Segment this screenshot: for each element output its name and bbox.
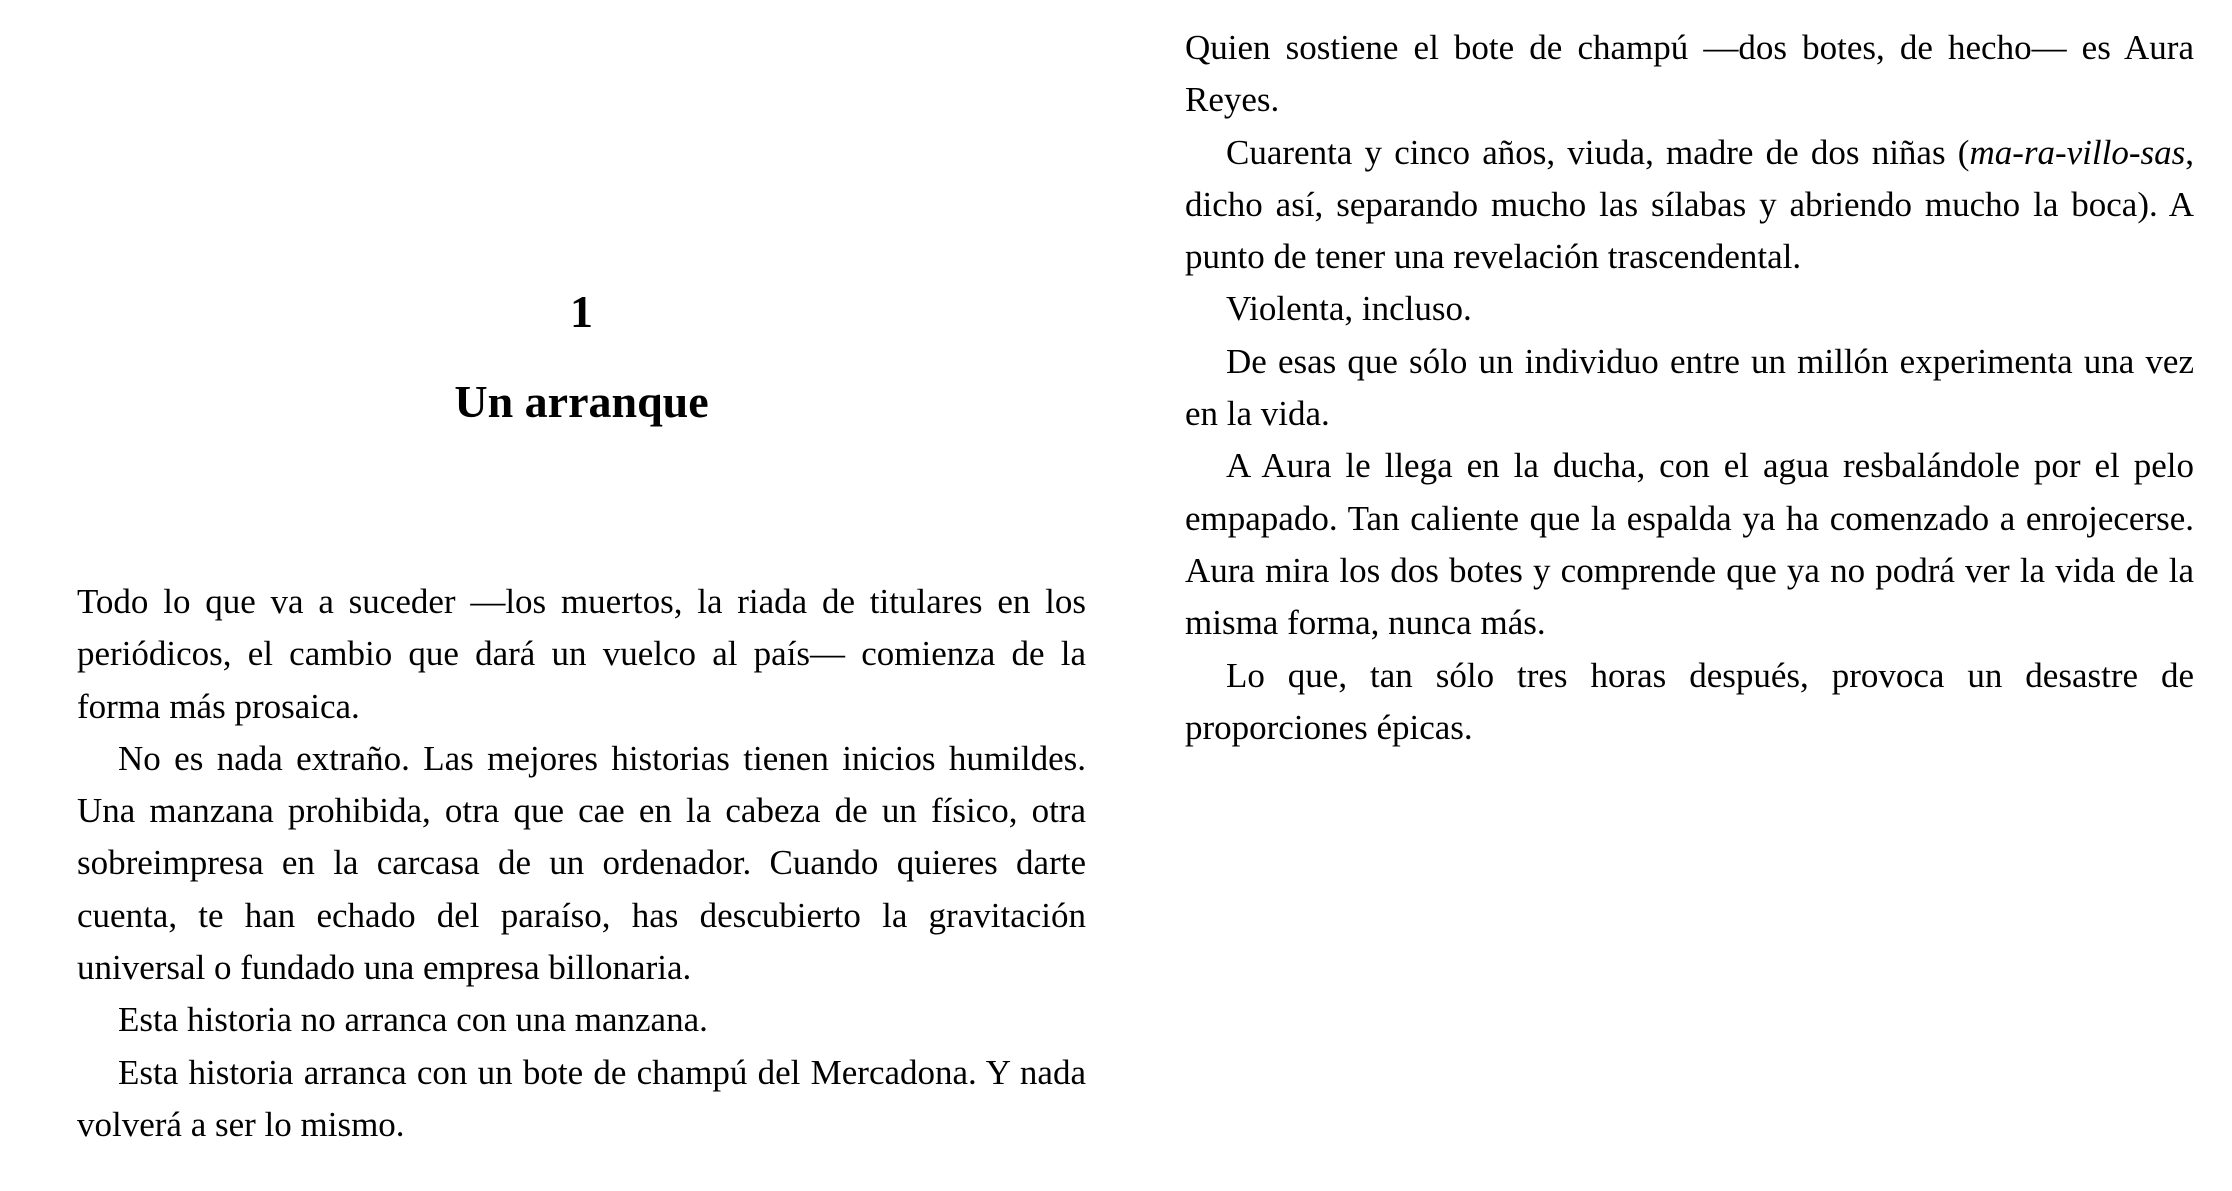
- left-page-body: [77, 576, 1086, 1151]
- paragraph: Violenta, incluso.: [1226, 289, 1472, 329]
- paragraph: Lo que, tan sólo tres horas después, provoca un desastre de proporciones épicas.: [1185, 655, 2194, 747]
- paragraph: Esta historia arranca con un bote de champú del Mercadona. Y nada volverá a ser lo mismo.: [77, 1052, 1086, 1144]
- paragraph: No es nada extraño. Las mejores historias tienen inicios humildes. Una manzana prohibida, otra que cae en la cabeza de un físico, otra sobreimpresa en la carcasa de un ordenador. Cuando quieres darte cuenta, te han echado del paraíso, has descubierto la gravitación universal o fundado una empresa billonaria.: [77, 738, 1086, 988]
- chapter-number: 1: [570, 286, 593, 337]
- left-page: [77, 0, 1086, 1191]
- emphasized-word: ma-ra-villo-sas: [1969, 132, 2186, 172]
- paragraph-text: Cuarenta y cinco años, viuda, madre de dos niñas (: [1226, 132, 1970, 172]
- paragraph: A Aura le llega en la ducha, con el agua resbalándole por el pelo empapado. Tan caliente que la espalda ya ha comenzado a enrojecerse. Aura mira los dos botes y comprende que ya no podrá ver la vida de la misma forma, nunca más.: [1185, 446, 2194, 643]
- paragraph-text: , dicho así, separando mucho las sílabas y abriendo mucho la boca). A punto de tener una revelación trascendental.: [1185, 132, 2194, 277]
- chapter-title: Un arranque: [454, 376, 709, 427]
- paragraph: Quien sostiene el bote de champú —dos botes, de hecho— es Aura Reyes.: [1185, 28, 2194, 120]
- paragraph: Esta historia no arranca con una manzana.: [118, 1000, 708, 1040]
- paragraph: [1185, 127, 2194, 284]
- paragraph: Todo lo que va a suceder —los muertos, la riada de titulares en los periódicos, el cambio que dará un vuelco al país— comienza de la forma más prosaica.: [77, 582, 1086, 726]
- right-page: [1185, 0, 2194, 1191]
- paragraph: De esas que sólo un individuo entre un millón experimenta una vez en la vida.: [1185, 341, 2194, 434]
- right-page-body: [1185, 22, 2194, 754]
